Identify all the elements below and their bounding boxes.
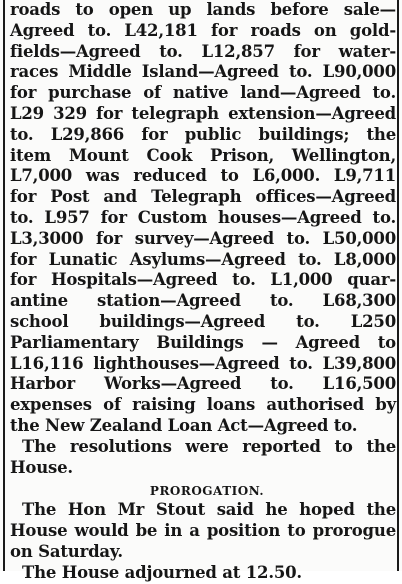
text-line: the New Zealand Loan Act—Agreed to. <box>10 415 358 435</box>
text-line: item Mount Cook Prison, Wellington, <box>10 145 396 165</box>
section-heading: PROROGATION. <box>149 484 265 499</box>
text-line: Agreed to. L42,181 for roads on gold- <box>10 20 396 40</box>
adjournment-line: The House adjourned at 12.50. <box>22 562 302 582</box>
article-body <box>10 0 396 584</box>
column-rule-left <box>3 0 5 571</box>
text-line: to. L957 for Custom houses—Agreed to. <box>10 207 396 227</box>
text-line: for Post and Telegraph offices—Agreed <box>10 187 396 207</box>
resolutions-paragraph: The resolutions were reported to the <box>22 436 396 456</box>
text-line: on Saturday. <box>10 541 123 561</box>
text-line: L29 329 for telegraph extension—Agreed <box>10 103 396 123</box>
text-line: races Middle Island—Agreed to. L90,000 <box>10 62 396 82</box>
text-line: fields—Agreed to. L12,857 for water- <box>10 41 396 61</box>
text-line: expenses of raising loans authorised by <box>10 395 396 415</box>
text-line: for Hospitals—Agreed to. L1,000 quar- <box>10 270 396 290</box>
text-line: school buildings—Agreed to. L250 <box>10 311 396 331</box>
text-line: roads to open up lands before sale— <box>10 0 396 19</box>
prorogation-paragraph: The Hon Mr Stout said he hoped the <box>22 500 396 520</box>
text-line: L3,3000 for survey—Agreed to. L50,000 <box>10 228 396 248</box>
text-line: to. L29,866 for public buildings; the <box>10 124 396 144</box>
column-rule-right <box>397 0 399 571</box>
text-line: for Lunatic Asylums—Agreed to. L8,000 <box>10 249 396 269</box>
text-line: Parliamentary Buildings — Agreed to <box>10 332 396 352</box>
text-line: L7,000 was reduced to L6,000. L9,711 <box>10 166 396 186</box>
text-line: House would be in a position to prorogue <box>10 521 396 541</box>
text-line: antine station—Agreed to. L68,300 <box>10 291 396 311</box>
text-line: Harbor Works—Agreed to. L16,500 <box>10 374 396 394</box>
text-line: L16,116 lighthouses—Agreed to. L39,800 <box>10 353 396 373</box>
text-line: for purchase of native land—Agreed to. <box>10 83 396 103</box>
resolutions-paragraph-end: House. <box>10 457 73 477</box>
